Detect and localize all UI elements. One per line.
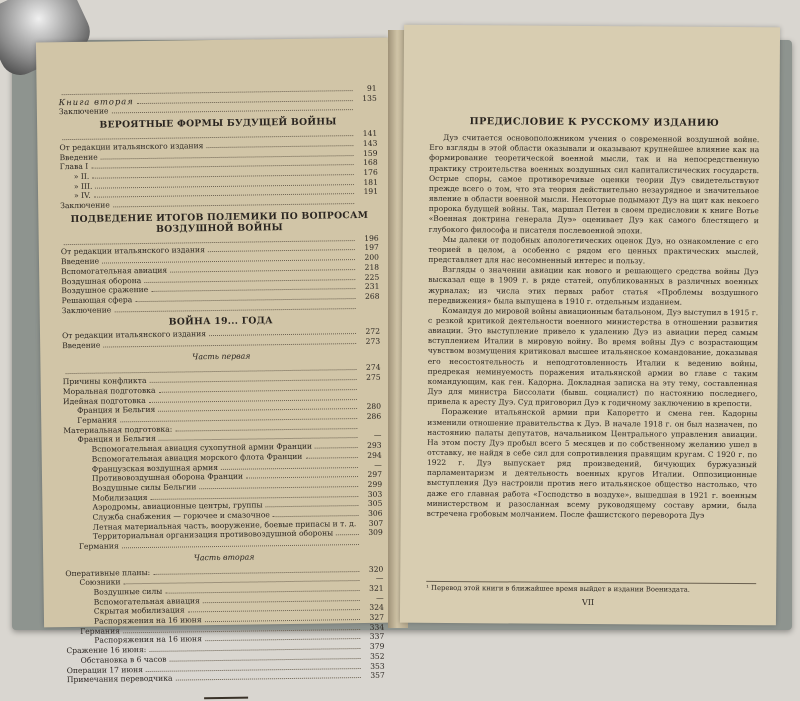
dot-leader xyxy=(175,428,357,432)
dot-leader xyxy=(205,638,360,641)
toc-entry-title: Франция и Бельгия xyxy=(77,434,155,445)
toc-entry-title: Заключение xyxy=(60,201,110,211)
toc-entry-title: » III. xyxy=(74,181,93,191)
toc-entry-title: Введение xyxy=(59,152,97,162)
toc-page-number: 327 xyxy=(362,613,384,623)
toc-entry-title: Воздушные силы Бельгии xyxy=(92,482,196,493)
toc-page-number: 299 xyxy=(360,480,382,490)
toc-page-number: 176 xyxy=(356,168,378,178)
toc-entry-title: Вспомогательная авиация морского флота Франции xyxy=(92,452,303,465)
toc-entry-title: Воздушные силы xyxy=(94,587,163,598)
toc-entry-title: Сражение 16 июня: xyxy=(66,645,146,656)
dot-leader xyxy=(221,467,358,470)
toc-entry-title: Территориальная организация противовоздушной обороны xyxy=(93,529,333,542)
paragraph: Поражение итальянской армии при Капоретто и смена ген. Кадорны изменили отношение правительства к Дуэ. В начале 1918 г. он был назначен, по настоянию палаты депутатов, начальником Центрального управления авиации. На этом посту Дуэ пробыл всего 5 месяцев и по собственному желанию ушел в отставку, не найдя в себе сил для сопротивления правящим кругам. С 1920 г. по 1922 г. Дуэ выпускает ряд произведений, бичующих буржуазный парламентаризм и деятельность военных кругов Италии. Оппозиционные выступления Дуэ настроили против него итальянское общество настолько, что даже его главная работа «Господство в воздухе», вышедшая в 1921 г. военным министерством и разосланная всему руководящему составу армии, была встречена гробовым молчанием. После фашистского переворота Дуэ xyxy=(427,407,758,521)
toc-page-number: 334 xyxy=(362,622,384,632)
toc-entry-title: Германия xyxy=(80,626,120,636)
toc-page-number: 273 xyxy=(358,337,380,347)
page-number: VII xyxy=(400,597,776,609)
toc-entry-title: Идейная подготовка xyxy=(63,396,146,407)
toc-page-number: 297 xyxy=(360,470,382,480)
toc-page-number: 305 xyxy=(360,499,382,509)
dot-leader xyxy=(188,609,360,612)
toc-entry-title: Обстановка в 6 часов xyxy=(81,655,167,666)
toc-entry-title: Материальная подготовка: xyxy=(63,424,172,435)
paragraph: Дуэ считается основоположником учения о современной воздушной войне. Его взгляды в этой области оказывали и оказывают крупнейшее влияние как на формирование теоретической военной мысли, так и на непосредственную практику строительства военных воздушных сил капиталистических государств. Острые споры, самое противоречивые оценки теории Дуэ свидетельствуют прежде всего о том, что эта теория действительно незаурядное и значительное явление в области военной мысли. Некоторые подымают Дуэ на щит как некоего пророка будущей войны. Так, маршал Петен в своем предисловии к книге Вотье «Военная доктрина генерала Дуэ» оценивает Дуэ как самого блестящего и глубокого философа и писателя послевоенной эпохи. xyxy=(429,133,760,237)
toc-entry-title: От редакции итальянского издания xyxy=(62,329,206,341)
toc-page-number: 294 xyxy=(360,450,382,460)
toc-entry-title: Причины конфликта xyxy=(63,376,147,387)
section-heading: ВОЙНА 19... ГОДА xyxy=(62,314,380,329)
section-heading: ВЕРОЯТНЫЕ ФОРМЫ БУДУЩЕЙ ВОЙНЫ xyxy=(59,116,377,131)
toc-entry-title: » II. xyxy=(74,172,90,182)
dot-leader xyxy=(205,619,360,622)
toc-page-number: — xyxy=(362,593,384,603)
toc-page-number: 218 xyxy=(357,263,379,273)
dot-leader xyxy=(103,343,356,348)
toc-entry-title: Вспомогательная авиация xyxy=(94,596,200,607)
toc-page-number: 324 xyxy=(362,603,384,613)
dot-leader xyxy=(209,333,356,336)
toc-entry-title: Союзники xyxy=(79,578,120,588)
toc-page-number: 196 xyxy=(357,233,379,243)
part-heading: Часть первая xyxy=(62,349,380,363)
toc-entry-title: Заключение xyxy=(62,305,112,315)
part-heading: Часть вторая xyxy=(65,551,383,565)
table-of-contents xyxy=(59,84,386,701)
dot-leader xyxy=(113,203,354,207)
toc-page-number: 286 xyxy=(359,412,381,422)
dot-leader xyxy=(203,600,360,603)
toc-entry-title: Решающая сфера xyxy=(61,295,132,306)
toc-page-number: 272 xyxy=(358,327,380,337)
paragraph: Взгляды о значении авиации как нового и решающего средства войны Дуэ высказал еще в 1909 г. в ряде статей, опубликованных в различных военных журналах; из числа этих первых работ статья «Проблемы воздушного передвижения» была выпущена в 1910 г. отдельным изданием. xyxy=(428,265,758,308)
toc-entry-title: Воздушная оборона xyxy=(61,276,141,287)
toc-page-number: 168 xyxy=(356,158,378,168)
toc-page-number: — xyxy=(361,574,383,584)
toc-entry-title: Вспомогательная авиация сухопутной армии Франции xyxy=(92,442,313,455)
toc-entry-title: Вспомогательная авиация xyxy=(61,266,167,277)
preface-title: ПРЕДИСЛОВИЕ К РУССКОМУ ИЗДАНИЮ xyxy=(429,117,759,129)
toc-page-number: 309 xyxy=(361,528,383,538)
toc-page-number: 268 xyxy=(357,292,379,302)
toc-page-number: 274 xyxy=(358,363,380,373)
dot-leader xyxy=(170,269,355,273)
toc-entry-title: Операции 17 июня xyxy=(67,665,143,676)
toc-page-number: 293 xyxy=(360,441,382,451)
toc-page-number: — xyxy=(360,460,382,470)
toc-entry-title: Служба снабжения — горючее и смазочное xyxy=(93,510,270,522)
toc-page-number: 280 xyxy=(359,402,381,412)
toc-page-number: 303 xyxy=(360,489,382,499)
toc-entry-title: Распоряжения на 16 июня xyxy=(94,615,202,626)
dot-leader xyxy=(273,515,359,517)
dot-leader xyxy=(305,457,357,459)
dot-leader xyxy=(315,447,358,449)
toc-page-number: 143 xyxy=(355,139,377,149)
right-page-preface xyxy=(400,25,780,626)
toc-entry-title: Распоряжения на 16 июня xyxy=(94,635,202,646)
preface-body xyxy=(427,117,760,521)
toc-page-number: 353 xyxy=(363,661,385,671)
toc-entry-title: Аэродромы, авиационные центры, группы xyxy=(92,501,262,513)
dot-leader xyxy=(336,534,359,535)
toc-page-number: 231 xyxy=(357,282,379,292)
toc-page-number: 306 xyxy=(360,509,382,519)
toc-page-number: 352 xyxy=(362,652,384,662)
dot-leader xyxy=(175,677,360,681)
toc-page-number: 141 xyxy=(355,129,377,139)
dot-leader xyxy=(199,486,358,489)
toc-page-number: 191 xyxy=(356,187,378,197)
toc-page-number: 181 xyxy=(356,177,378,187)
toc-entry-title: Летная материальная часть, вооружение, боевые припасы и т. д. xyxy=(93,519,357,532)
toc-entry-title: Глава I xyxy=(60,162,89,172)
toc-entry-title: От редакции итальянского издания xyxy=(59,141,203,153)
toc-page-number: 321 xyxy=(362,584,384,594)
toc-page-number: — xyxy=(359,431,381,441)
toc-entry-title: Заключение xyxy=(59,107,109,117)
toc-entry-title: Противовоздушная оборона Франции xyxy=(92,472,243,484)
left-page-contents xyxy=(36,38,396,628)
end-rule xyxy=(204,697,248,700)
toc-entry-title: Оперативные планы: xyxy=(65,567,150,578)
toc-entry-title: Моральная подготовка xyxy=(63,386,156,397)
toc-page-number: 200 xyxy=(357,253,379,263)
toc-entry-title: Воздушное сражение xyxy=(61,285,148,296)
dot-leader xyxy=(266,505,359,507)
toc-entry-title: Введение xyxy=(62,341,100,351)
toc-entry-title: Мобилизация xyxy=(92,493,147,503)
toc-page-number: 337 xyxy=(362,632,384,642)
toc-entry-title: Скрытая мобилизация xyxy=(94,606,185,617)
toc-entry-title: Введение xyxy=(61,257,99,267)
toc-entry-title: Германия xyxy=(79,542,119,552)
toc-page-number: 135 xyxy=(355,93,377,103)
toc-entry-title: Примечания переводчика xyxy=(67,674,173,685)
footnote: ¹ Перевод этой книги в ближайшее время выйдет в издании Воениздата. xyxy=(426,581,756,594)
toc-page-number: 307 xyxy=(361,518,383,528)
toc-page-number: 197 xyxy=(357,243,379,253)
toc-page-number: 225 xyxy=(357,272,379,282)
toc-page-number: 91 xyxy=(355,84,377,94)
toc-entry-title: От редакции итальянского издания xyxy=(61,246,205,258)
toc-entry-title: Германия xyxy=(77,415,117,425)
toc-entry-title: Франция и Бельгия xyxy=(77,405,155,416)
section-heading: ПОДВЕДЕНИЕ ИТОГОВ ПОЛЕМИКИ ПО ВОПРОСАМ ВОЗДУШНОЙ ВОЙНЫ xyxy=(60,209,378,235)
toc-page-number: 320 xyxy=(361,564,383,574)
paragraph: Командуя до мировой войны авиационным батальоном, Дуэ выступил в 1915 г. с резкой критикой деятельности военного министерства в отношении развития авиации. Это выступление привело к удалению Дуэ из авиации перед самым вступлением Италии в мировую войну. Во время войны Дуэ с возрастающим чувством возмущения критиковал высшее итальянское командование, доказывая его несостоятельность и неподготовленность Италии к ведению войны, предрекая неминуемость поражения итальянской армии во главе с таким командующим, как ген. Кадорна. Докладная записка на эту тему, составленная Дуэ для министра Биссолати (бывш. социалист) по настоянию последнего, привела к аресту Дуэ. Суд приговорил Дуэ к годичному заключению в крепости. xyxy=(427,306,758,410)
dot-leader xyxy=(112,109,353,113)
toc-entry-title: » IV. xyxy=(74,191,91,201)
toc-page-number: 357 xyxy=(363,671,385,681)
toc-entry-title: Французская воздушная армия xyxy=(92,462,218,473)
dot-leader xyxy=(122,544,359,548)
dot-leader xyxy=(246,476,358,479)
dot-leader xyxy=(208,249,355,252)
dot-leader xyxy=(114,308,355,312)
paragraph: Мы далеки от подобных апологетических оценок Дуэ, но ознакомление с его теорией в целом, а особенно с рядом его ценных практических мыслей, представляет для нас несомненный интерес и пользу. xyxy=(428,235,758,268)
toc-page-number: 379 xyxy=(362,642,384,652)
toc-entry-title: Книга вторая xyxy=(59,97,134,108)
toc-page-number: 275 xyxy=(359,373,381,383)
dot-leader xyxy=(206,145,353,148)
toc-page-number: 159 xyxy=(355,148,377,158)
